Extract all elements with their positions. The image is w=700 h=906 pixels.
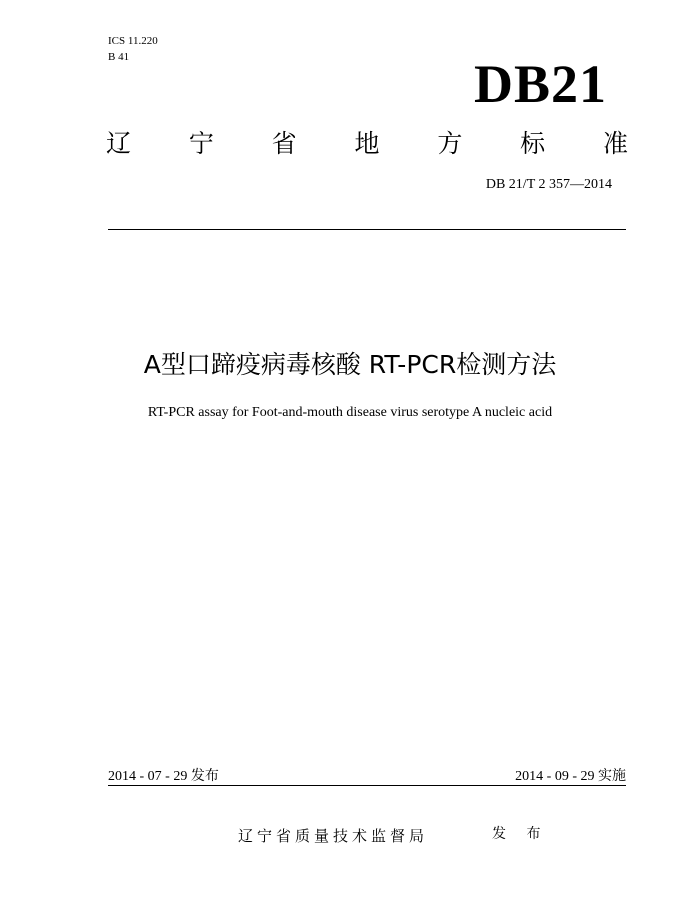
standard-type-char: 省 <box>271 129 297 158</box>
standard-type-char: 地 <box>354 129 380 158</box>
classification-code: B 41 <box>108 51 130 63</box>
publish-verb: 发 布 <box>492 826 549 842</box>
title-english: RT-PCR assay for Foot-and-mouth disease virus serotype A nucleic acid <box>147 405 553 420</box>
publisher-name: 辽宁省质量技术监督局 <box>238 827 429 845</box>
standard-type-char: 宁 <box>188 129 214 158</box>
implementation-date-line <box>515 767 626 786</box>
ics-code: ICS 11.220 <box>108 35 158 47</box>
implementation-date: 2014 - 09 - 29 <box>515 769 595 784</box>
standard-type-char: 准 <box>602 129 628 158</box>
issue-date: 2014 - 07 - 29 <box>108 769 188 784</box>
standard-type-char: 标 <box>520 129 546 158</box>
bottom-divider <box>108 785 626 786</box>
implementation-label: 实施 <box>598 768 626 784</box>
standard-type-heading <box>106 126 628 162</box>
standard-number: DB 21/T 2 357—2014 <box>485 177 612 192</box>
issue-label: 发布 <box>190 768 219 784</box>
standard-type-char: 辽 <box>106 129 132 158</box>
top-divider <box>108 229 626 230</box>
standard-type-char: 方 <box>437 129 463 158</box>
standard-logo: DB21 <box>473 54 607 114</box>
title-chinese: A型口蹄疫病毒核酸 RT-PCR检测方法 <box>143 350 557 379</box>
issue-date-line <box>108 767 219 786</box>
